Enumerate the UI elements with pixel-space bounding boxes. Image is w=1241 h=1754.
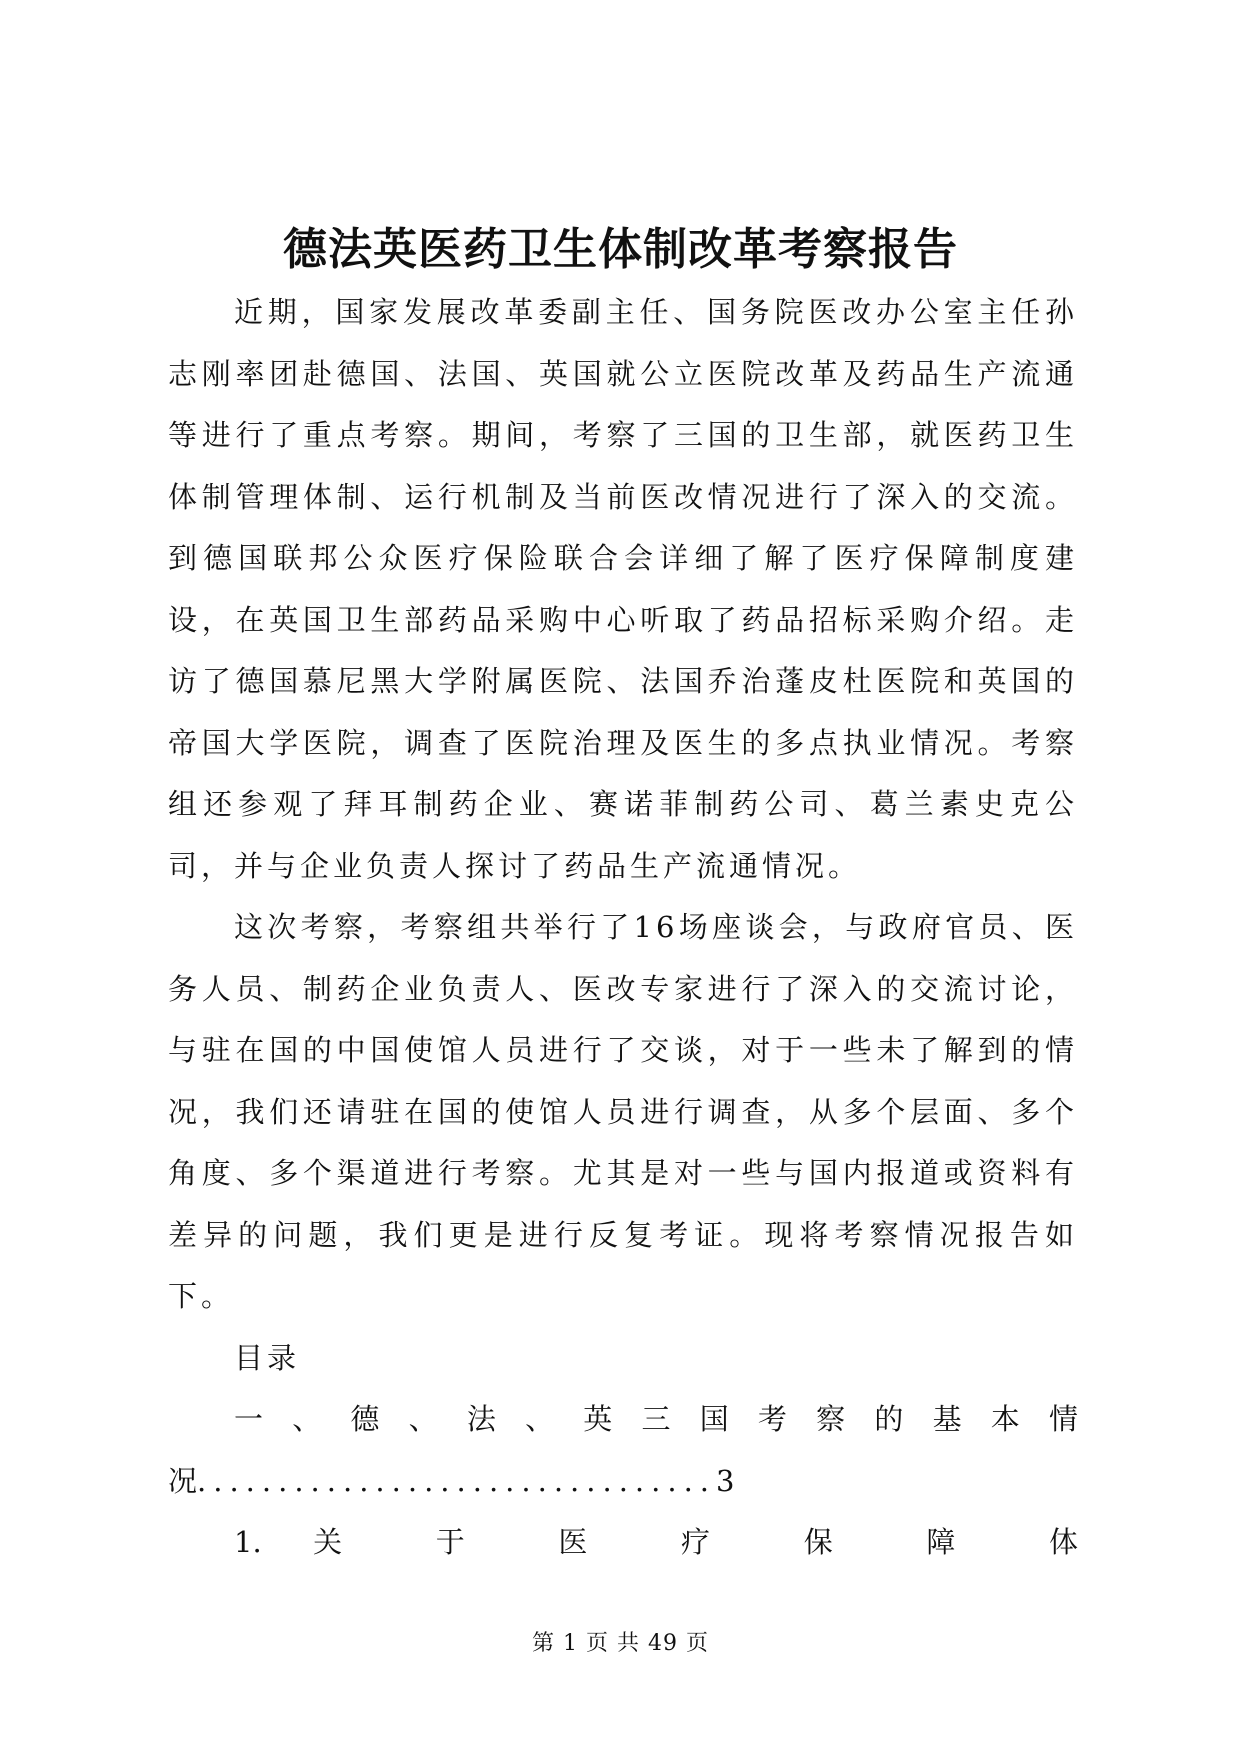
paragraph-method: 这次考察，考察组共举行了16场座谈会，与政府官员、医务人员、制药企业负责人、医改专家进行了深入的交流讨论，与驻在国的中国使馆人员进行了交谈，对于一些未了解到的情况，我们还请驻在国的使馆人员进行调查，从多个层面、多个角度、多个渠道进行考察。尤其是对一些与国内报道或资料有差异的问题，我们更是进行反复考证。现将考察情况报告如下。 bbox=[168, 910, 1078, 1313]
paragraph-intro: 近期，国家发展改革委副主任、国务院医改办公室主任孙志刚率团赴德国、法国、英国就公立医院改革及药品生产流通等进行了重点考察。期间，考察了三国的卫生部，就医药卫生体制管理体制、运行机制及当前医改情况进行了深入的交流。到德国联邦公众医疗保险联合会详细了解了医疗保障制度建设，在英国卫生部药品采购中心听取了药品招标采购介绍。走访了德国慕尼黑大学附属医院、法国乔治蓬皮杜医院和英国的帝国大学医院，调查了医院治理及医生的多点执业情况。考察组还参观了拜耳制药企业、赛诺菲制药公司、葛兰素史克公司，并与企业负责人探讨了药品生产流通情况。 bbox=[168, 295, 1078, 883]
document-body bbox=[168, 282, 1078, 1574]
toc-entry-2-line1[interactable] bbox=[168, 1512, 1078, 1574]
toc-heading: 目录 bbox=[234, 1340, 301, 1375]
toc-leader-dots: ................................ bbox=[197, 1463, 716, 1498]
toc-entry-2-text: 1. 关 于 医 疗 保 障 体 bbox=[234, 1525, 1078, 1559]
toc-entry-1-text: 一 、 德 、 法 、 英 三 国 考 察 的 基 本 情 bbox=[234, 1402, 1078, 1436]
document-title: 德法英医药卫生体制改革考察报告 bbox=[283, 224, 958, 275]
toc-entry-1-line2[interactable] bbox=[168, 1451, 1078, 1513]
page-footer: 第 1 页 共 49 页 bbox=[532, 1631, 709, 1656]
toc-entry-1-text-cont: 况 bbox=[168, 1463, 198, 1498]
toc-entry-1-line1[interactable] bbox=[168, 1389, 1078, 1451]
toc-entry-1-page: 3 bbox=[716, 1463, 735, 1498]
